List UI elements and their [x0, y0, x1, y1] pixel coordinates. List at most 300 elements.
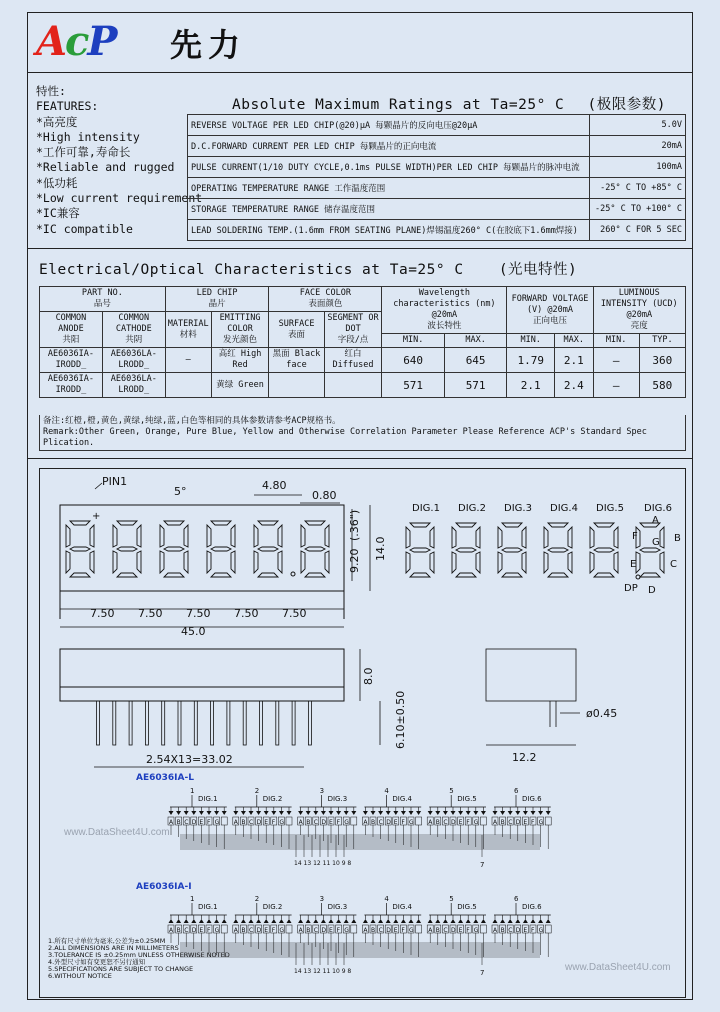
led-diode	[176, 919, 181, 923]
seg-a-label: A	[652, 515, 659, 526]
circuit-seg-letter: C	[508, 927, 513, 934]
led-diode	[214, 811, 219, 815]
circuit-bottom-pins: 14 13 12 11 10 9 8	[294, 968, 352, 975]
led-diode	[435, 919, 440, 923]
dim-610: 6.10±0.50	[394, 690, 407, 749]
pin	[97, 701, 100, 745]
eo-cell-seg	[324, 373, 382, 398]
circuit-seg-letter: E	[199, 927, 204, 934]
pin	[113, 701, 116, 745]
led-diode	[321, 919, 326, 923]
circuit-l-title: AE6036IA-L	[136, 773, 194, 783]
led-diode	[531, 919, 536, 923]
pin-pitch: 2.54X13=33.02	[146, 753, 233, 766]
circuit-seg-letter: E	[329, 927, 333, 934]
circuit-seg-letter: C	[184, 927, 189, 934]
led-diode	[515, 919, 520, 923]
circuit-dig-pin: 2	[254, 895, 260, 903]
circuit-dig-label: DIG.3	[327, 795, 348, 803]
pitch-2: 7.50	[138, 607, 163, 620]
circuit-seg-letter: F	[207, 819, 211, 826]
segment	[211, 573, 231, 577]
led-diode	[279, 811, 284, 815]
circuit-seg-letter: A	[493, 819, 498, 826]
eo-cell-surf: 黑面 Black face	[269, 348, 324, 373]
segment	[594, 523, 614, 527]
hdr-wmin: MIN.	[382, 334, 445, 348]
circuit-seg-letter: F	[531, 819, 535, 826]
led-diode	[546, 811, 551, 815]
circuit-dig-label: DIG.3	[327, 903, 348, 911]
mechanical-drawing	[39, 468, 686, 998]
pins	[97, 701, 312, 745]
led-diode	[500, 919, 505, 923]
circuit-seg-letter: A	[493, 927, 498, 934]
dig-label-5: DIG.5	[596, 503, 624, 514]
eo-cell-wmin: 571	[382, 373, 445, 398]
segment	[430, 552, 434, 573]
led-diode	[443, 811, 448, 815]
amr-value: 5.0V	[590, 115, 686, 136]
hdr-ca: COMMON ANODE 共阳	[40, 312, 103, 348]
circuit-seg-letter: G	[279, 927, 285, 934]
amr-value: 100mA	[590, 157, 686, 178]
pin	[227, 701, 230, 745]
led-diode	[287, 919, 292, 923]
circuit-seg-letter: C	[249, 819, 254, 826]
segment	[258, 573, 278, 577]
segment	[410, 523, 430, 527]
segment	[258, 521, 278, 525]
led-diode	[336, 811, 341, 815]
circuit-dig-label: DIG.5	[457, 795, 477, 803]
segment	[211, 547, 231, 551]
circuit-seg-letter: E	[199, 819, 204, 826]
circuit-seg-letter: D	[386, 927, 391, 934]
circuit-seg-letter: B	[435, 819, 440, 826]
led-diode	[493, 811, 498, 815]
pitch-5: 7.50	[282, 607, 307, 620]
seg-e-label: E	[630, 559, 637, 570]
segment	[476, 552, 480, 573]
amr-row	[188, 199, 686, 220]
svg-text:4.外型尺寸如有变更恕不另行通知: 4.外型尺寸如有变更恕不另行通知	[48, 958, 146, 966]
segment	[548, 523, 568, 527]
led-diode	[409, 919, 414, 923]
circuit-seg-letter: B	[371, 927, 376, 934]
eo-cell-wmin: 640	[382, 348, 445, 373]
led-diode	[191, 811, 196, 815]
circuit-seg-letter: D	[321, 819, 327, 826]
eo-cell-vmin: 2.1	[507, 373, 555, 398]
segment	[430, 527, 434, 548]
circuit-seg-letter: D	[515, 819, 521, 826]
segment	[544, 552, 548, 573]
amr-label: STORAGE TEMPERATURE RANGE 储存温度范围	[188, 199, 590, 220]
circuit-dig-pin: 1	[190, 787, 195, 795]
segment	[160, 551, 164, 573]
segment	[254, 525, 258, 547]
segment	[522, 552, 526, 573]
feature-item: *Low current requirement	[36, 191, 203, 206]
circuit-seg-letter: C	[313, 927, 319, 934]
led-diode	[271, 811, 276, 815]
eo-cell-surf	[269, 373, 324, 398]
amr-value: -25° C TO +100° C	[590, 199, 686, 220]
circuit-seg-letter: D	[191, 927, 197, 934]
circuit-seg-letter: G	[538, 927, 544, 934]
circuit-dig-pin: 4	[384, 895, 389, 903]
circuit-seg-letter: E	[458, 927, 463, 934]
segment	[548, 548, 568, 552]
circuit-seg-letter: F	[531, 927, 535, 934]
led-diode	[378, 811, 383, 815]
led-diode	[393, 919, 398, 923]
circuit-seg-letter: A	[363, 819, 368, 826]
circuit-seg-letter: E	[458, 819, 463, 826]
led-diode	[313, 919, 318, 923]
segment	[568, 527, 572, 548]
features-heading-cn: 特性:	[36, 84, 66, 98]
hdr-fwd: FORWARD VOLTAGE (V) @20mA 正向电压	[507, 287, 593, 334]
segment	[640, 548, 660, 552]
circuit-seg-letter: G	[473, 927, 479, 934]
pin	[243, 701, 246, 745]
circuit-seg-letter: B	[306, 819, 311, 826]
circuit-i-title: AE6036IA-I	[136, 882, 192, 892]
feature-item: *Reliable and rugged	[36, 160, 175, 175]
segment	[410, 548, 430, 552]
segment	[476, 527, 480, 548]
circuit-seg-letter: A	[233, 819, 238, 826]
led-diode	[386, 811, 391, 815]
circuit-seg-letter: A	[363, 927, 368, 934]
dig-label-2: DIG.2	[458, 503, 486, 514]
pin	[276, 701, 279, 745]
circuit-seg-letter: D	[386, 819, 391, 826]
led-diode	[466, 811, 471, 815]
circuit-seg-letter: C	[378, 927, 383, 934]
pin	[260, 701, 263, 745]
angle-label: 5°	[174, 485, 187, 498]
seg-d-label: D	[648, 585, 656, 596]
amr-value: -25° C TO +85° C	[590, 178, 686, 199]
led-diode	[306, 919, 311, 923]
hdr-vmin: MIN.	[507, 334, 555, 348]
led-diode	[214, 919, 219, 923]
circuit-seg-letter: G	[473, 819, 479, 826]
segment	[113, 525, 117, 547]
segment	[406, 527, 410, 548]
dim-480: 4.80	[262, 479, 287, 492]
led-diode	[271, 919, 276, 923]
eo-cell-ltyp: 580	[639, 373, 685, 398]
hdr-cc: COMMON CATHODE 共阴	[102, 312, 165, 348]
segment	[590, 552, 594, 573]
circuit-seg-letter: E	[523, 927, 528, 934]
remark: 备注:红橙,橙,黄色,黄绿,纯绿,蓝,白色等相同的具体参数请参考ACP规格书。 Remark:Other Green, Orange, Pure Blue, Yellow and Otherwise Correlation Parameter Please Reference ACP's Standard Spec Plication.	[39, 415, 686, 451]
feature-item: *低功耗	[36, 175, 78, 190]
segment	[660, 527, 664, 548]
pin	[308, 701, 311, 745]
led-diode	[523, 919, 528, 923]
segment	[70, 521, 90, 525]
pin1-label: PIN1	[102, 475, 128, 488]
segment	[548, 573, 568, 577]
dim-36: (.36")	[348, 509, 361, 541]
hdr-face: FACE COLOR 表面颜色	[269, 287, 382, 312]
led-diode	[481, 919, 486, 923]
segment	[640, 573, 660, 577]
circuit-seg-letter: F	[336, 819, 341, 826]
led-diode	[241, 919, 246, 923]
led-diode	[184, 811, 189, 815]
led-diode	[363, 811, 368, 815]
led-diode	[233, 811, 238, 815]
led-diode	[241, 811, 246, 815]
circuit-seg-letter: E	[393, 819, 398, 826]
hdr-emit: EMITTING COLOR 发光颜色	[211, 312, 269, 348]
led-diode	[416, 811, 421, 815]
segment	[614, 552, 618, 573]
eo-cell-emit: 黄绿 Green	[211, 373, 269, 398]
pitch-1: 7.50	[90, 607, 115, 620]
circuit-dig-label: DIG.2	[262, 795, 283, 803]
circuit-seg-letter: G	[344, 819, 349, 826]
eo-cell-lmin: —	[593, 348, 639, 373]
seg-f-label: F	[632, 531, 638, 542]
svg-text:2.ALL DIMENSIONS ARE IN MILLIM: 2.ALL DIMENSIONS ARE IN MILLIMETERS	[48, 944, 179, 952]
eo-cell-cc: AE6036LA-LRODD_	[102, 373, 165, 398]
led-diode	[298, 811, 303, 815]
circuit-dig-pin: 4	[384, 787, 389, 795]
segment	[117, 547, 137, 551]
circuit-pin7: 7	[480, 861, 485, 869]
eo-cell-emit: 高红 High Red	[211, 348, 269, 373]
segment	[90, 551, 94, 573]
eo-cell-vmax: 2.4	[555, 373, 594, 398]
circuit-dig-label: DIG.6	[522, 903, 542, 911]
feature-item: *IC compatible	[36, 221, 133, 236]
led-diode	[386, 919, 391, 923]
dim-920: 9.20	[348, 548, 361, 573]
segment	[66, 551, 70, 573]
led-diode	[473, 919, 478, 923]
eo-cell-wmax: 571	[444, 373, 507, 398]
circuit-seg-letter: D	[451, 819, 456, 826]
circuit-seg-letter: D	[256, 819, 262, 826]
seg-c-label: C	[670, 559, 677, 570]
amr-label: D.C.FORWARD CURRENT PER LED CHIP 每颗晶片的正向电流	[188, 136, 590, 157]
segment	[456, 548, 476, 552]
segment	[544, 527, 548, 548]
led-diode	[409, 811, 414, 815]
segment	[522, 527, 526, 548]
circuit-seg-letter: F	[207, 927, 211, 934]
circuit-seg-letter: F	[271, 927, 276, 934]
led-diode	[336, 919, 341, 923]
led-diode	[451, 919, 456, 923]
svg-text:6.WITHOUT NOTICE: 6.WITHOUT NOTICE	[48, 972, 112, 980]
watermark-mid: www.DataSheet4U.com	[64, 827, 170, 838]
circuit-seg-letter: B	[176, 819, 181, 826]
circuit-l	[168, 787, 551, 869]
pin	[194, 701, 197, 745]
led-diode	[329, 811, 334, 815]
circuit-seg-letter: B	[371, 819, 376, 826]
circuit-seg-letter: C	[378, 819, 383, 826]
circuit-seg-letter: B	[435, 927, 440, 934]
segment	[278, 551, 282, 573]
segment	[184, 551, 188, 573]
circuit-dig-pin: 1	[190, 895, 195, 903]
segment	[568, 552, 572, 573]
segment	[301, 525, 305, 547]
led-diode	[199, 919, 204, 923]
led-diode	[222, 919, 227, 923]
eo-cell-ca: AE6036IA-IRODD_	[40, 373, 103, 398]
features-heading-en: FEATURES:	[36, 99, 99, 114]
circuit-seg-letter: B	[500, 927, 505, 934]
circuit-seg-letter: F	[466, 927, 470, 934]
segment	[325, 525, 329, 547]
eo-cell-seg: 红白 Diffused	[324, 348, 382, 373]
segment	[211, 521, 231, 525]
led-diode	[451, 811, 456, 815]
eo-cell-vmax: 2.1	[555, 348, 594, 373]
led-diode	[256, 919, 261, 923]
circuit-seg-letter: C	[313, 819, 319, 826]
circuit-seg-letter: G	[344, 927, 349, 934]
circuit-seg-letter: E	[523, 819, 528, 826]
eo-cell-vmin: 1.79	[507, 348, 555, 373]
segment	[258, 547, 278, 551]
led-diode	[458, 919, 463, 923]
hdr-wave: Wavelength characteristics (nm) @20mA 波长特性	[382, 287, 507, 334]
circuit-seg-letter: C	[443, 927, 448, 934]
hdr-part: PART NO. 品号	[40, 287, 166, 312]
circuit-seg-letter: D	[321, 927, 327, 934]
dim-140: 14.0	[374, 536, 387, 561]
segment	[305, 547, 325, 551]
segment	[452, 527, 456, 548]
amr-row	[188, 220, 686, 241]
segment	[301, 551, 305, 573]
hdr-led: LED CHIP 晶片	[165, 287, 269, 312]
segment	[456, 573, 476, 577]
amr-value: 20mA	[590, 136, 686, 157]
led-diode	[191, 919, 196, 923]
led-diode	[176, 811, 181, 815]
circuit-seg-letter: G	[409, 927, 414, 934]
eo-cell-wmax: 645	[444, 348, 507, 373]
digits-left	[66, 511, 329, 577]
circuit-seg-letter: E	[264, 927, 268, 934]
amr-label: LEAD SOLDERING TEMP.(1.6mm FROM SEATING PLANE)焊锡温度260° C(在胶底下1.6mm焊接)	[188, 220, 590, 241]
led-diode	[169, 811, 174, 815]
dp-dot	[291, 572, 295, 576]
features-list	[36, 84, 202, 237]
hdr-mat: MATERIAL 材料	[165, 312, 211, 348]
led-diode	[546, 919, 551, 923]
pin	[145, 701, 148, 745]
circuit-dig-label: DIG.5	[457, 903, 477, 911]
seg-g-label: G	[652, 537, 660, 548]
brand-name-cn: 先力	[170, 26, 247, 64]
circuit-seg-letter: F	[401, 927, 405, 934]
circuit-dig-pin: 3	[319, 787, 325, 795]
led-diode	[493, 919, 498, 923]
led-diode	[298, 919, 303, 923]
circuit-seg-letter: G	[279, 819, 285, 826]
amr-row	[188, 136, 686, 157]
circuit-dig-pin: 6	[514, 787, 519, 795]
watermark-bottom: www.DataSheet4U.com	[565, 962, 671, 973]
segment	[452, 552, 456, 573]
electrical-optical-table	[39, 286, 686, 398]
led-diode	[264, 811, 269, 815]
segment	[137, 525, 141, 547]
led-diode	[184, 919, 189, 923]
led-diode	[435, 811, 440, 815]
led-diode	[199, 811, 204, 815]
section-divider	[27, 248, 693, 249]
led-diode	[321, 811, 326, 815]
circuit-seg-letter: D	[191, 819, 197, 826]
segment	[305, 521, 325, 525]
segment	[636, 552, 640, 573]
svg-text:1.所有尺寸单位为毫米,公差为±0.25MM: 1.所有尺寸单位为毫米,公差为±0.25MM	[48, 937, 166, 945]
led-diode	[500, 811, 505, 815]
led-diode	[401, 811, 406, 815]
segment	[70, 547, 90, 551]
led-diode	[523, 811, 528, 815]
circuit-dig-pin: 2	[254, 787, 260, 795]
pitch-3: 7.50	[186, 607, 211, 620]
segment	[117, 521, 137, 525]
led-diode	[329, 919, 334, 923]
circuit-seg-letter: G	[409, 819, 414, 826]
circuit-seg-letter: C	[443, 819, 448, 826]
segment	[66, 525, 70, 547]
segment	[278, 525, 282, 547]
led-diode	[481, 811, 486, 815]
circuit-seg-letter: D	[515, 927, 521, 934]
circuit-seg-letter: B	[241, 819, 246, 826]
segment	[456, 523, 476, 527]
circuit-seg-letter: F	[271, 819, 276, 826]
segment	[502, 573, 522, 577]
amr-row	[188, 157, 686, 178]
seg-b-label: B	[674, 533, 681, 544]
led-diode	[313, 811, 318, 815]
segment	[660, 552, 664, 573]
amr-value: 260° C FOR 5 SEC	[590, 220, 686, 241]
led-diode	[473, 811, 478, 815]
amr-label: REVERSE VOLTAGE PER LED CHIP(@20)μA 每颗晶片的反向电压@20μA	[188, 115, 590, 136]
segment	[498, 552, 502, 573]
segment	[594, 573, 614, 577]
seg-dp-label: DP	[624, 583, 638, 594]
eo-cell-cc: AE6036LA-LRODD_	[102, 348, 165, 373]
feature-item: *高亮度	[36, 114, 78, 129]
circuit-seg-letter: E	[329, 819, 333, 826]
segment	[113, 551, 117, 573]
pitch-4: 7.50	[234, 607, 259, 620]
segment	[90, 525, 94, 547]
dig-label-6: DIG.6	[644, 503, 672, 514]
segment	[231, 551, 235, 573]
